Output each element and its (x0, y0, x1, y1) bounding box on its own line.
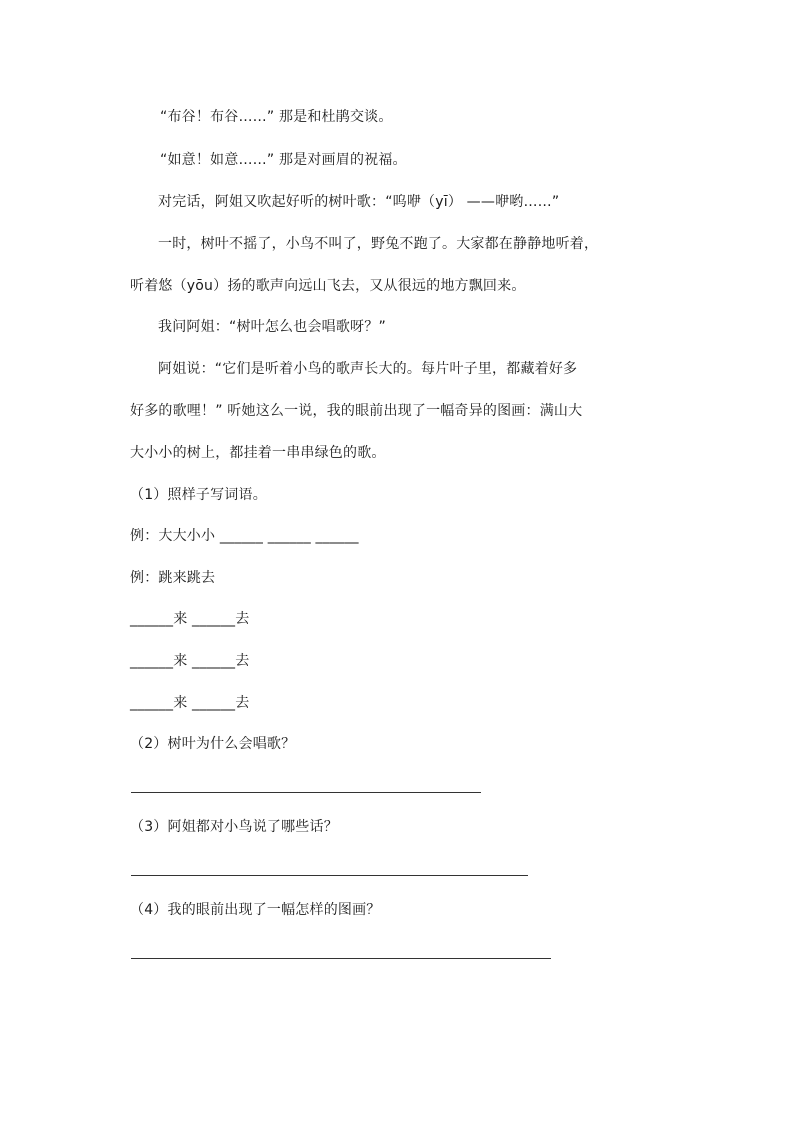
question-4-answer-line[interactable] (131, 958, 551, 959)
question-1-answer-row-3[interactable]: ______来 ______去 (130, 695, 250, 711)
passage-paragraph-2: “如意！如意……” 那是对画眉的祝福。 (160, 152, 407, 168)
question-2-title: （2）树叶为什么会唱歌？ (130, 736, 296, 752)
passage-paragraph-4-line-1: 一时，树叶不摇了，小鸟不叫了，野兔不跑了。大家都在静静地听着， (158, 236, 599, 252)
passage-paragraph-4-line-2: 听着悠（yōu）扬的歌声向远山飞去，又从很远的地方飘回来。 (130, 278, 526, 294)
question-3-answer-line[interactable] (131, 875, 528, 876)
question-4-title: （4）我的眼前出现了一幅怎样的图画？ (130, 902, 381, 918)
question-1-answer-row-1[interactable]: ______来 ______去 (130, 611, 250, 627)
question-1-title: （1）照样子写词语。 (130, 487, 267, 503)
question-1-example-2: 例：跳来跳去 (130, 570, 216, 586)
question-2-answer-line[interactable] (131, 792, 481, 793)
passage-paragraph-3: 对完话，阿姐又吹起好听的树叶歌：“呜咿（yī） ——咿哟……” (158, 194, 560, 210)
question-3-title: （3）阿姐都对小鸟说了哪些话？ (130, 819, 338, 835)
question-1-answer-row-2[interactable]: ______来 ______去 (130, 653, 250, 669)
question-1-example-1: 例：大大小小 ______ ______ ______ (130, 528, 359, 544)
passage-paragraph-6-line-1: 阿姐说：“它们是听着小鸟的歌声长大的。每片叶子里，都藏着好多 (158, 361, 578, 377)
passage-paragraph-6-line-3: 大小小的树上，都挂着一串串绿色的歌。 (130, 445, 386, 461)
passage-paragraph-1: “布谷！布谷……” 那是和杜鹃交谈。 (160, 109, 393, 125)
passage-paragraph-5: 我问阿姐：“树叶怎么也会唱歌呀？” (158, 319, 386, 335)
passage-paragraph-6-line-2: 好多的歌哩！” 听她这么一说，我的眼前出现了一幅奇异的图画：满山大 (130, 403, 583, 419)
